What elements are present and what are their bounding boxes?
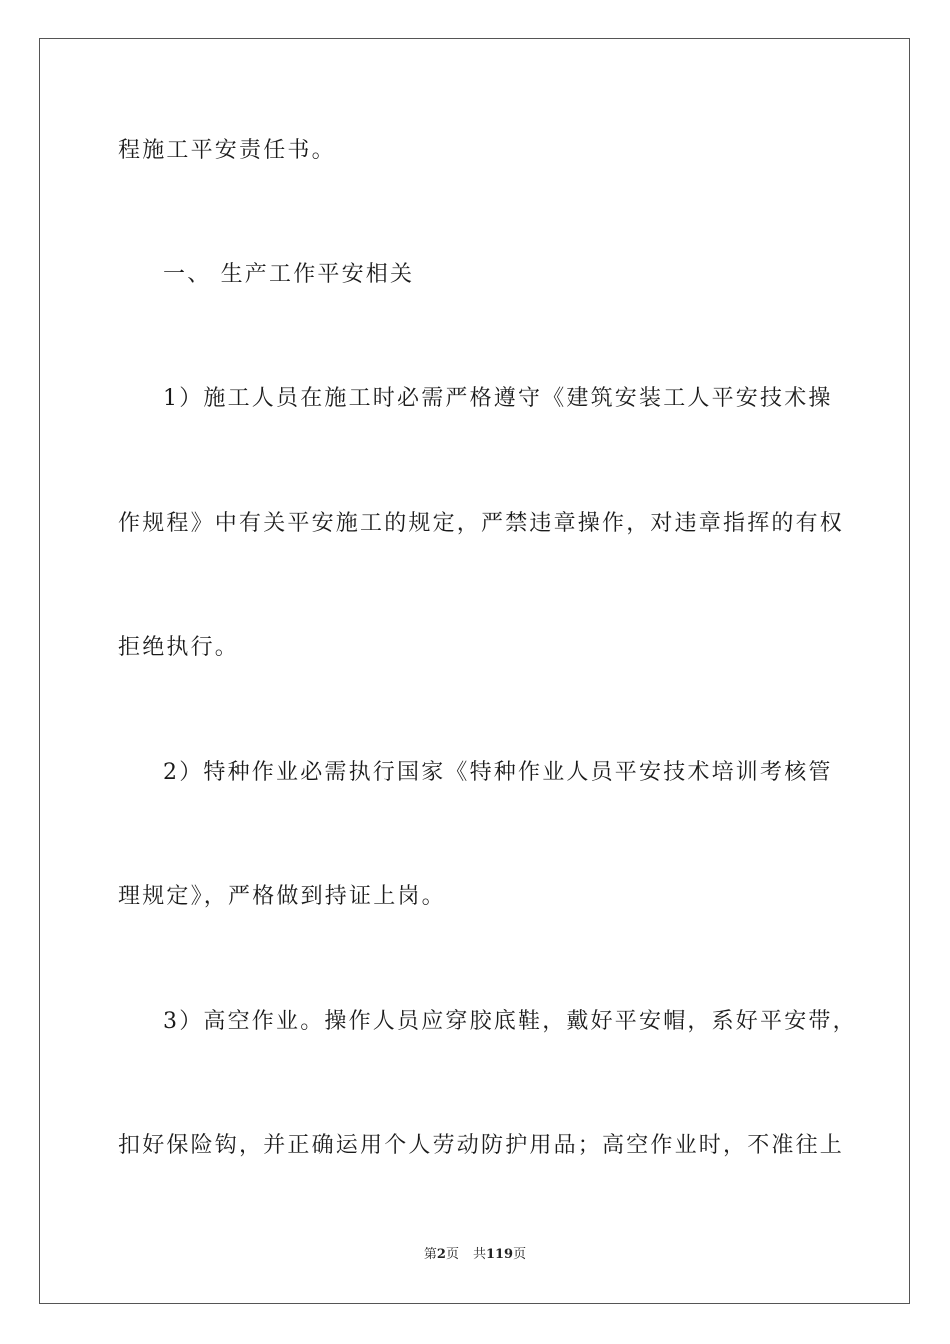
text-line: 拒绝执行。 bbox=[118, 635, 240, 660]
total-prefix: 共 bbox=[472, 1247, 486, 1262]
text-line: 理规定》，严格做到持证上岗。 bbox=[118, 884, 446, 909]
text-line: 程施工平安责任书。 bbox=[118, 138, 336, 163]
page-prefix: 第 bbox=[423, 1247, 437, 1262]
section-heading: 一、 生产工作平安相关 bbox=[163, 262, 415, 287]
page-number: 2 bbox=[436, 1247, 446, 1262]
page-footer bbox=[0, 1247, 950, 1263]
text-line: 作规程》中有关平安施工的规定，严禁违章操作，对违章指挥的有权 bbox=[118, 511, 845, 536]
page-suffix: 页 bbox=[445, 1247, 459, 1262]
text-line: 3）高空作业。操作人员应穿胶底鞋，戴好平安帽，系好平安带， bbox=[163, 1009, 857, 1034]
text-line: 扣好保险钩，并正确运用个人劳动防护用品；高空作业时，不准往上 bbox=[118, 1133, 845, 1158]
text-line: 2）特种作业必需执行国家《特种作业人员平安技术培训考核管 bbox=[163, 760, 833, 785]
text-line: 1）施工人员在施工时必需严格遵守《建筑安装工人平安技术操 bbox=[163, 386, 833, 411]
total-suffix: 页 bbox=[513, 1247, 527, 1262]
total-pages: 119 bbox=[485, 1247, 514, 1262]
page-border bbox=[39, 38, 910, 1304]
